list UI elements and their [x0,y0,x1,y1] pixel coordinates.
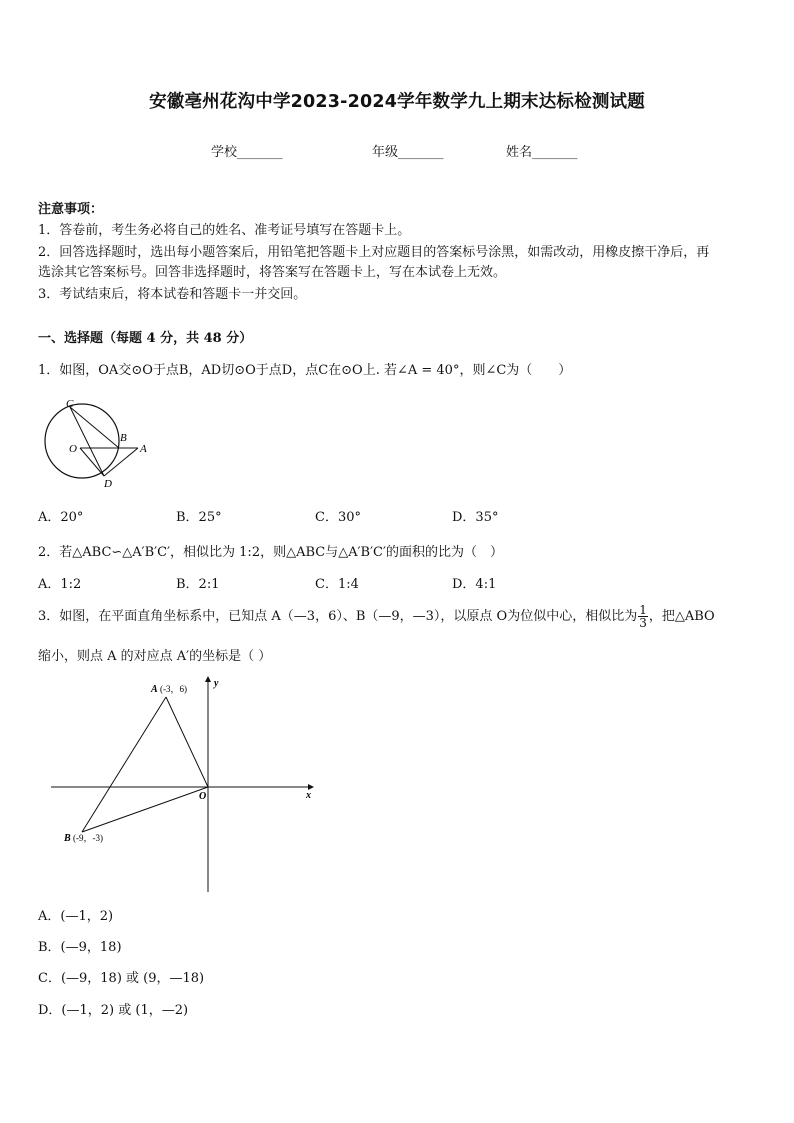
label-c: C [66,398,74,410]
question-2-option-d: D．4:1 [452,577,497,592]
segment-bo [82,787,208,832]
question-3-option-d: D．(—1，2) 或 (1，—2) [38,1003,189,1018]
notes-heading: 注意事项： [38,202,104,217]
page-title: 安徽亳州花沟中学2023-2024学年数学九上期末达标检测试题 [149,92,645,112]
question-1-text: 1．如图，OA交⊙O于点B，AD切⊙O于点D，点C在⊙O上. 若∠A = 40°，则∠C为（ ） [38,363,572,378]
question-3-option-b: B．(—9，18) [38,940,122,955]
label-b-coord: (-9，-3) [73,833,103,843]
label-x: x [306,790,311,801]
question-2-option-c: C．1:4 [315,577,359,592]
label-o: O [199,791,207,802]
label-y: y [214,678,219,689]
label-a: A [140,443,147,455]
question-2-option-b: B．2:1 [176,577,220,592]
label-o: O [69,443,77,455]
question-1-option-d: D．35° [452,510,499,525]
grade-field: 年级_______ [372,145,444,160]
segment-cb [70,407,119,448]
ratio-fraction [638,604,648,629]
label-b: B [120,432,127,444]
segment-da [104,448,138,476]
question-1-figure [38,394,158,490]
note-item: 选涂其它答案标号。回答非选择题时，将答案写在答题卡上，写在本试卷上无效。 [38,265,507,280]
question-3-text [38,604,715,629]
note-item: 1．答卷前，考生务必将自己的姓名、准考证号填写在答题卡上。 [38,223,411,238]
question-3-text-after: ，把△ABO [648,609,715,624]
label-a: A [151,684,158,695]
school-field: 学校_______ [211,145,283,160]
fraction-numerator: 1 [639,603,647,617]
section-title: 一、选择题（每题 4 分，共 48 分） [38,331,253,346]
question-2-text: 2．若△ABC∽△A′B′C′，相似比为 1:2，则△ABC与△A′B′C′的面积的比为（ ） [38,545,503,560]
question-1-option-c: C．30° [315,510,361,525]
note-item: 2．回答选择题时，选出每小题答案后，用铅笔把答题卡上对应题目的答案标号涂黑，如需改动，用橡皮擦干净后，再 [38,245,710,260]
question-2-option-a: A．1:2 [38,577,82,592]
question-3-option-a: A．(—1，2) [38,909,114,924]
fraction-denominator: 3 [639,616,647,630]
question-3-text-before: 3．如图，在平面直角坐标系中，已知点 A（—3，6）、B（—9，—3），以原点 O为位似中心，相似比为 [38,609,638,624]
segment-ab [82,697,166,832]
question-1-option-a: A．20° [38,510,84,525]
question-3-option-c: C．(—9，18) 或 (9，—18) [38,971,205,986]
segment-cd [70,407,104,476]
segment-ao [166,697,208,787]
circle-o [45,404,119,478]
question-3-figure [48,674,318,896]
label-a-coord: (-3，6) [160,684,187,694]
question-3-text-line2: 缩小，则点 A 的对应点 A′的坐标是（ ） [38,649,272,664]
label-d: D [104,478,112,490]
label-b: B [64,833,71,844]
y-axis-arrow [205,676,211,682]
question-1-option-b: B．25° [176,510,222,525]
name-field: 姓名_______ [506,145,578,160]
note-item: 3．考试结束后，将本试卷和答题卡一并交回。 [38,287,307,302]
